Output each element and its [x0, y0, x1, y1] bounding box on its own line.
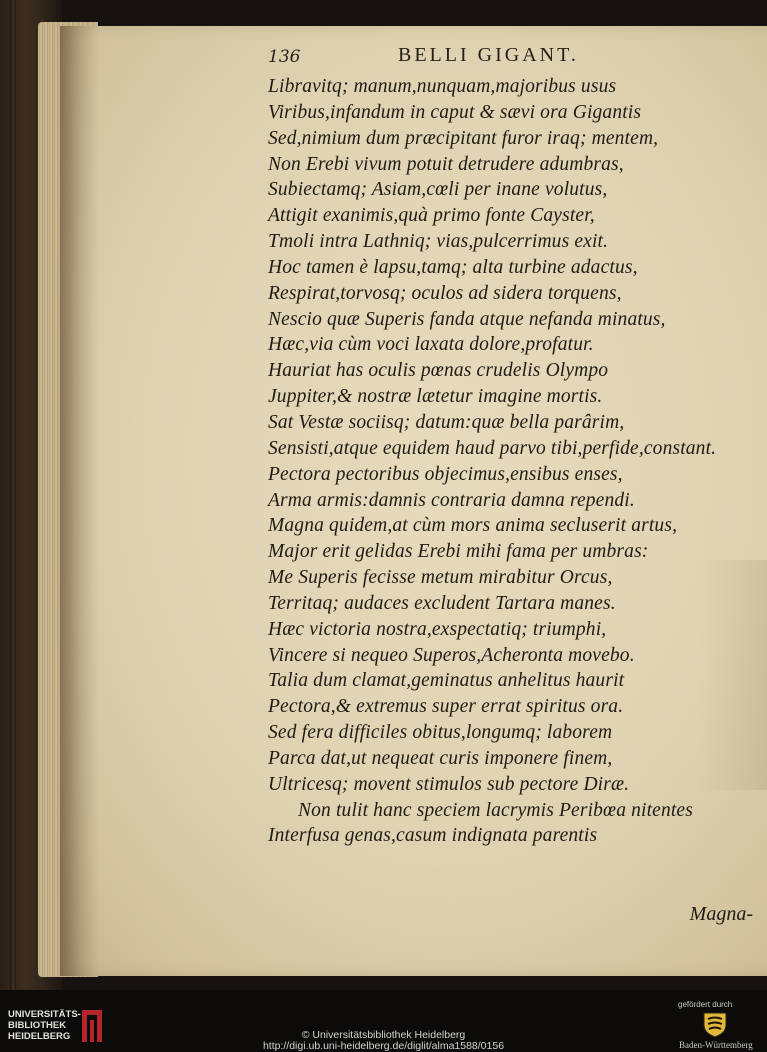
verse-line: Juppiter,& nostræ lætetur imagine mortis.	[268, 386, 603, 408]
verse-line: Parca dat,ut nequeat curis imponere finem,	[268, 747, 613, 769]
verse-line: Non Erebi vivum potuit detrudere adumbras,	[268, 153, 624, 175]
verse-line: Hoc tamen è lapsu,tamq; alta turbine adactus,	[268, 256, 638, 278]
catchword: Magna-	[689, 903, 753, 925]
page-number: 136	[268, 47, 301, 67]
verse-line: Attigit exanimis,quà primo fonte Cayster,	[268, 205, 595, 227]
funder-name: Baden-Württemberg	[679, 1040, 753, 1050]
funded-by-label: gefördert durch	[678, 1000, 733, 1009]
verse-line: Tmoli intra Lathniq; vias,pulcerrimus exit.	[268, 231, 609, 253]
verse-line: Subiectamq; Asiam,cœli per inane volutus,	[268, 179, 608, 201]
verse-block	[268, 74, 738, 849]
verse-line: Pectora pectoribus objecimus,ensibus enses,	[268, 463, 623, 485]
gutter-shadow	[60, 26, 100, 976]
library-name-line: BIBLIOTHEK	[8, 1020, 67, 1031]
verse-line: Libravitq; manum,nunquam,majoribus usus	[268, 76, 617, 97]
baden-wuerttemberg-crest-icon	[698, 1010, 732, 1038]
verse-line: Hæc victoria nostra,exspectatiq; triumphi,	[268, 618, 607, 640]
verse-line: Viribus,infandum in caput & sævi ora Gigantis	[268, 101, 642, 123]
verse-line: Major erit gelidas Erebi mihi fama per umbras:	[268, 541, 649, 563]
verse-line: Talia dum clamat,geminatus anhelitus haurit	[268, 670, 625, 692]
verse-line: Sat Vestæ sociisq; datum:quæ bella parârim,	[268, 411, 625, 433]
verse-line: Sed fera difficiles obitus,longumq; laborem	[268, 722, 613, 744]
library-name-line: UNIVERSITÄTS-	[8, 1009, 81, 1020]
copyright-notice: © Universitätsbibliothek Heidelberg	[301, 1029, 466, 1041]
verse-line: Vincere si nequeo Superos,Acheronta movebo.	[268, 644, 635, 666]
permalink-url[interactable]: http://digi.ub.uni-heidelberg.de/diglit/alma1588/0156	[262, 1040, 505, 1052]
verse-line: Me Superis fecisse metum mirabitur Orcus,	[268, 567, 613, 589]
verse-line: Ultricesq; movent stimulos sub pectore Diræ.	[268, 773, 630, 795]
verse-line: Respirat,torvosq; oculos ad sidera torquens,	[268, 282, 622, 304]
verse-line: Interfusa genas,casum indignata parentis	[268, 825, 598, 847]
verse-line: Hauriat has oculis pœnas crudelis Olympo	[268, 360, 609, 382]
verse-line: Territaq; audaces excludent Tartara manes.	[268, 592, 616, 614]
verse-line: Sed,nimium dum præcipitant furor iraq; mentem,	[268, 127, 659, 149]
verse-line: Pectora,& extremus super errat spiritus ora.	[268, 696, 624, 718]
library-name-line: HEIDELBERG	[8, 1031, 71, 1042]
verse-line: Sensisti,atque equidem haud parvo tibi,perfide,constant.	[268, 437, 717, 459]
verse-line: Non tulit hanc speciem lacrymis Peribœa nitentes	[298, 799, 693, 821]
verse-line: Hæc,via cùm voci laxata dolore,profatur.	[268, 334, 594, 356]
running-head: BELLI GIGANT.	[398, 44, 579, 66]
verse-line: Arma armis:damnis contraria damna rependi.	[268, 489, 635, 511]
verse-line: Magna quidem,at cùm mors anima secluserit artus,	[268, 515, 678, 537]
verse-line: Nescio quæ Superis fanda atque nefanda minatus,	[268, 308, 666, 330]
